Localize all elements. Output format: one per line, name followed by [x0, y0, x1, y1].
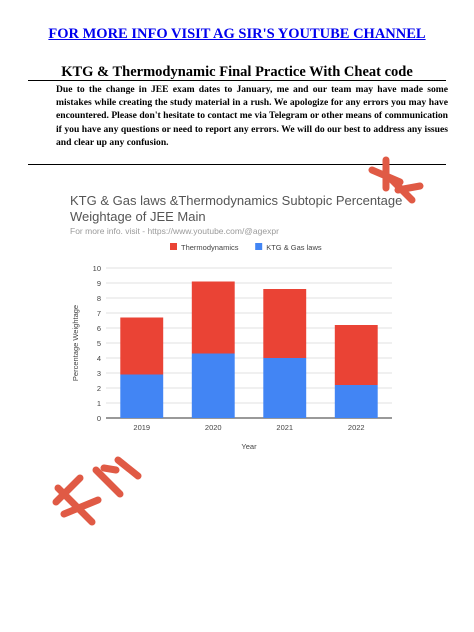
y-tick-label: 9	[96, 279, 101, 288]
y-tick-label: 1	[96, 399, 101, 408]
y-tick-label: 6	[96, 324, 101, 333]
watermark-top-strokes	[372, 160, 420, 200]
youtube-channel-link[interactable]: FOR MORE INFO VISIT AG SIR'S YOUTUBE CHANNEL	[48, 26, 426, 42]
y-tick-label: 3	[96, 369, 101, 378]
watermark-bottom-strokes	[56, 460, 138, 522]
y-tick-label: 5	[96, 339, 101, 348]
y-axis-label: Percentage Weightage	[71, 304, 80, 382]
y-tick-label: 2	[96, 384, 101, 393]
y-tick-label: 4	[96, 354, 101, 363]
apology-notice: Due to the change in JEE exam dates to January, me and our team may have made some mistakes while creating the study material in a rush. We apologize for any errors you may have encountered. Please don't hesitate to contact me via Telegram or other means of communication if you have any questions or need to report any errors. We will do our best to address any issues and clear up any confusion.	[56, 84, 448, 148]
x-tick-label: 2021	[276, 423, 294, 432]
x-tick-label: 2020	[204, 423, 222, 432]
y-tick-label: 10	[92, 264, 101, 273]
x-tick-label: 2022	[347, 423, 365, 432]
y-tick-label: 8	[96, 294, 101, 303]
document-title: KTG & Thermodynamic Final Practice With Cheat code	[61, 64, 413, 80]
x-tick-label: 2019	[133, 423, 151, 432]
y-tick-label: 0	[96, 414, 101, 423]
chart-title-line-2: Weightage of JEE Main	[70, 209, 206, 224]
legend-label: KTG & Gas laws	[266, 243, 322, 252]
y-tick-label: 7	[96, 309, 101, 318]
x-axis-label: Year	[241, 442, 257, 451]
chart-title-line-1: KTG & Gas laws &Thermodynamics Subtopic Percentage	[70, 193, 403, 208]
chart-subtitle: For more info. visit - https://www.youtube.com/@agexpr	[70, 226, 279, 236]
legend-label: Thermodynamics	[181, 243, 239, 252]
